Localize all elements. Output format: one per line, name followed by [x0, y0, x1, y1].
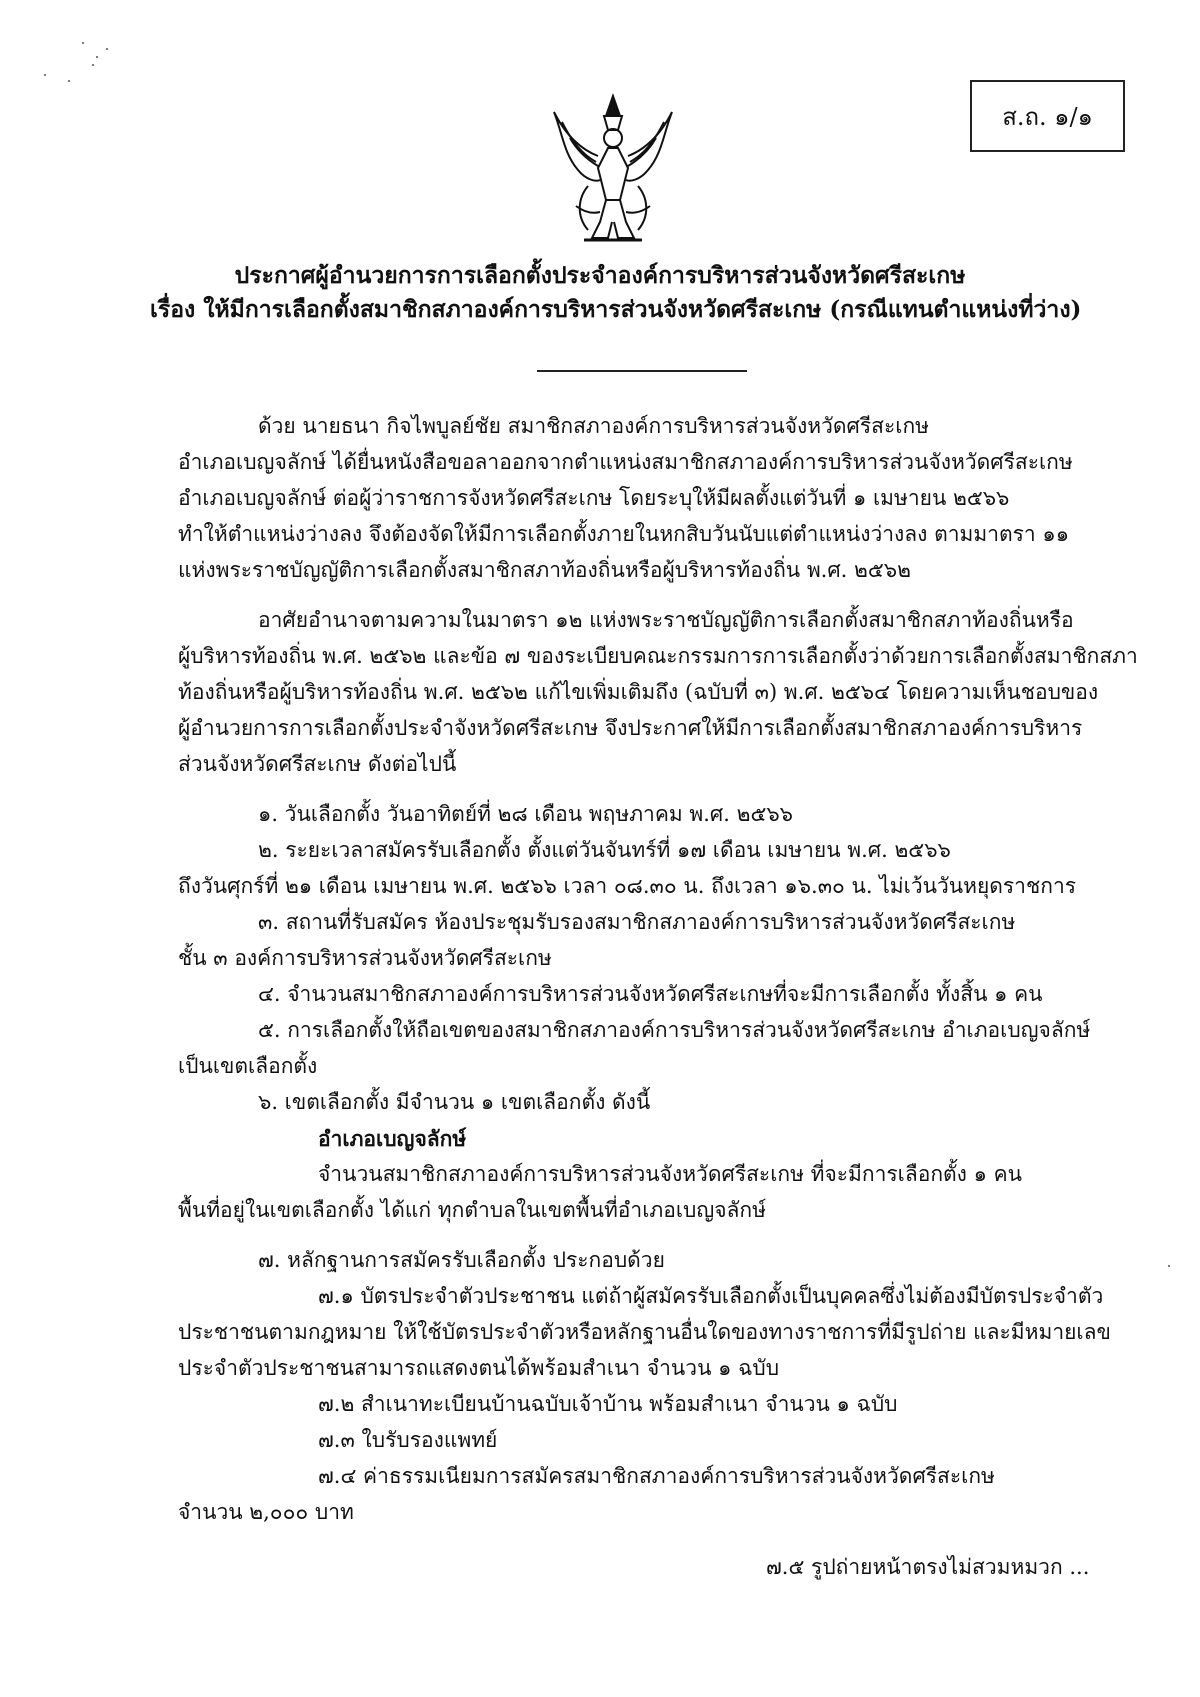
title-divider	[537, 370, 747, 372]
item-application-period-cont: ถึงวันศุกร์ที่ ๒๑ เดือน เมษายน พ.ศ. ๒๕๖๖ เวลา ๐๘.๓๐ น. ถึงเวลา ๑๖.๓๐ น. ไม่เว้นวันหยุดราชการ	[178, 874, 1077, 898]
form-code-box: ส.ถ. ๑/๑	[970, 80, 1125, 152]
paragraph-line: แห่งพระราชบัญญัติการเลือกตั้งสมาชิกสภาท้องถิ่นหรือผู้บริหารท้องถิ่น พ.ศ. ๒๕๖๒	[178, 558, 911, 582]
paragraph-line: ส่วนจังหวัดศรีสะเกษ ดังต่อไปนี้	[178, 752, 457, 776]
paragraph-line: อำเภอเบญจลักษ์ ต่อผู้ว่าราชการจังหวัดศรีสะเกษ โดยระบุให้มีผลตั้งแต่วันที่ ๑ เมษายน ๒๕๖๖	[178, 486, 1010, 510]
item-documents: ๗. หลักฐานการสมัครรับเลือกตั้ง ประกอบด้วย	[258, 1248, 665, 1272]
announcement-title: ประกาศผู้อำนวยการการเลือกตั้งประจำองค์การบริหารส่วนจังหวัดศรีสะเกษ	[234, 262, 966, 289]
item-election-date: ๑. วันเลือกตั้ง วันอาทิตย์ที่ ๒๘ เดือน พฤษภาคม พ.ศ. ๒๕๖๖	[258, 802, 793, 826]
item-constituency-cont: เป็นเขตเลือกตั้ง	[178, 1054, 318, 1078]
continued-footer: ๗.๕ รูปถ่ายหน้าตรงไม่สวมหมวก ...	[766, 1555, 1090, 1579]
district-heading: อำเภอเบญจลักษ์	[318, 1126, 467, 1151]
item-document-id-card-cont: ประจำตัวประชาชนสามารถแสดงตนได้พร้อมสำเนา จำนวน ๑ ฉบับ	[178, 1356, 780, 1380]
paragraph-line: ผู้อำนวยการการเลือกตั้งประจำจังหวัดศรีสะเกษ จึงประกาศให้มีการเลือกตั้งสมาชิกสภาองค์การบริหาร	[178, 716, 1083, 740]
item-constituency: ๕. การเลือกตั้งให้ถือเขตของสมาชิกสภาองค์การบริหารส่วนจังหวัดศรีสะเกษ อำเภอเบญจลักษ์	[258, 1018, 1091, 1042]
announcement-subject: เรื่อง ให้มีการเลือกตั้งสมาชิกสภาองค์การบริหารส่วนจังหวัดศรีสะเกษ (กรณีแทนตำแหน่งที่ว่าง)	[150, 296, 1082, 323]
paragraph-line: ผู้บริหารท้องถิ่น พ.ศ. ๒๕๖๒ และข้อ ๗ ของระเบียบคณะกรรมการการเลือกตั้งว่าด้วยการเลือกตั้งสมาชิกสภา	[178, 644, 1138, 668]
item-document-id-card-cont: ประชาชนตามกฎหมาย ให้ใช้บัตรประจำตัวหรือหลักฐานอื่นใดของทางราชการที่มีรูปถ่าย และมีหมายเลข	[178, 1320, 1111, 1344]
district-detail: จำนวนสมาชิกสภาองค์การบริหารส่วนจังหวัดศรีสะเกษ ที่จะมีการเลือกตั้ง ๑ คน	[318, 1162, 1023, 1186]
item-application-place-cont: ชั้น ๓ องค์การบริหารส่วนจังหวัดศรีสะเกษ	[178, 946, 552, 970]
item-member-count: ๔. จำนวนสมาชิกสภาองค์การบริหารส่วนจังหวัดศรีสะเกษที่จะมีการเลือกตั้ง ทั้งสิ้น ๑ คน	[258, 982, 1043, 1006]
item-application-place: ๓. สถานที่รับสมัคร ห้องประชุมรับรองสมาชิกสภาองค์การบริหารส่วนจังหวัดศรีสะเกษ	[258, 910, 1016, 934]
paragraph-line: ด้วย นายธนา กิจไพบูลย์ชัย สมาชิกสภาองค์การบริหารส่วนจังหวัดศรีสะเกษ	[258, 414, 929, 438]
district-detail-cont: พื้นที่อยู่ในเขตเลือกตั้ง ได้แก่ ทุกตำบลในเขตพื้นที่อำเภอเบญจลักษ์	[178, 1198, 766, 1222]
paragraph-line: ท้องถิ่นหรือผู้บริหารท้องถิ่น พ.ศ. ๒๕๖๒ แก้ไขเพิ่มเติมถึง (ฉบับที่ ๓) พ.ศ. ๒๕๖๔ โดยความเห็นชอบของ	[178, 680, 1099, 704]
item-document-medical-certificate: ๗.๓ ใบรับรองแพทย์	[318, 1428, 498, 1452]
item-document-house-registration: ๗.๒ สำเนาทะเบียนบ้านฉบับเจ้าบ้าน พร้อมสำเนา จำนวน ๑ ฉบับ	[318, 1392, 898, 1416]
item-application-period: ๒. ระยะเวลาสมัครรับเลือกตั้ง ตั้งแต่วันจันทร์ที่ ๑๗ เดือน เมษายน พ.ศ. ๒๕๖๖	[258, 838, 951, 862]
paragraph-line: อำเภอเบญจลักษ์ ได้ยื่นหนังสือขอลาออกจากตำแหน่งสมาชิกสภาองค์การบริหารส่วนจังหวัดศรีสะเกษ	[178, 450, 1073, 474]
paragraph-line: ทำให้ตำแหน่งว่างลง จึงต้องจัดให้มีการเลือกตั้งภายในหกสิบวันนับแต่ตำแหน่งว่างลง ตามมาตรา ๑๑	[178, 522, 1070, 546]
garuda-emblem-icon	[548, 90, 678, 250]
paragraph-line: อาศัยอำนาจตามความในมาตรา ๑๒ แห่งพระราชบัญญัติการเลือกตั้งสมาชิกสภาท้องถิ่นหรือ	[258, 608, 1074, 632]
item-document-fee-amount: จำนวน ๒,๐๐๐ บาท	[178, 1500, 354, 1524]
item-document-fee: ๗.๔ ค่าธรรมเนียมการสมัครสมาชิกสภาองค์การบริหารส่วนจังหวัดศรีสะเกษ	[318, 1464, 995, 1488]
item-document-id-card: ๗.๑ บัตรประจำตัวประชาชน แต่ถ้าผู้สมัครรับเลือกตั้งเป็นบุคคลซึ่งไม่ต้องมีบัตรประจำตัว	[318, 1284, 1104, 1308]
item-districts: ๖. เขตเลือกตั้ง มีจำนวน ๑ เขตเลือกตั้ง ดังนี้	[258, 1090, 651, 1114]
